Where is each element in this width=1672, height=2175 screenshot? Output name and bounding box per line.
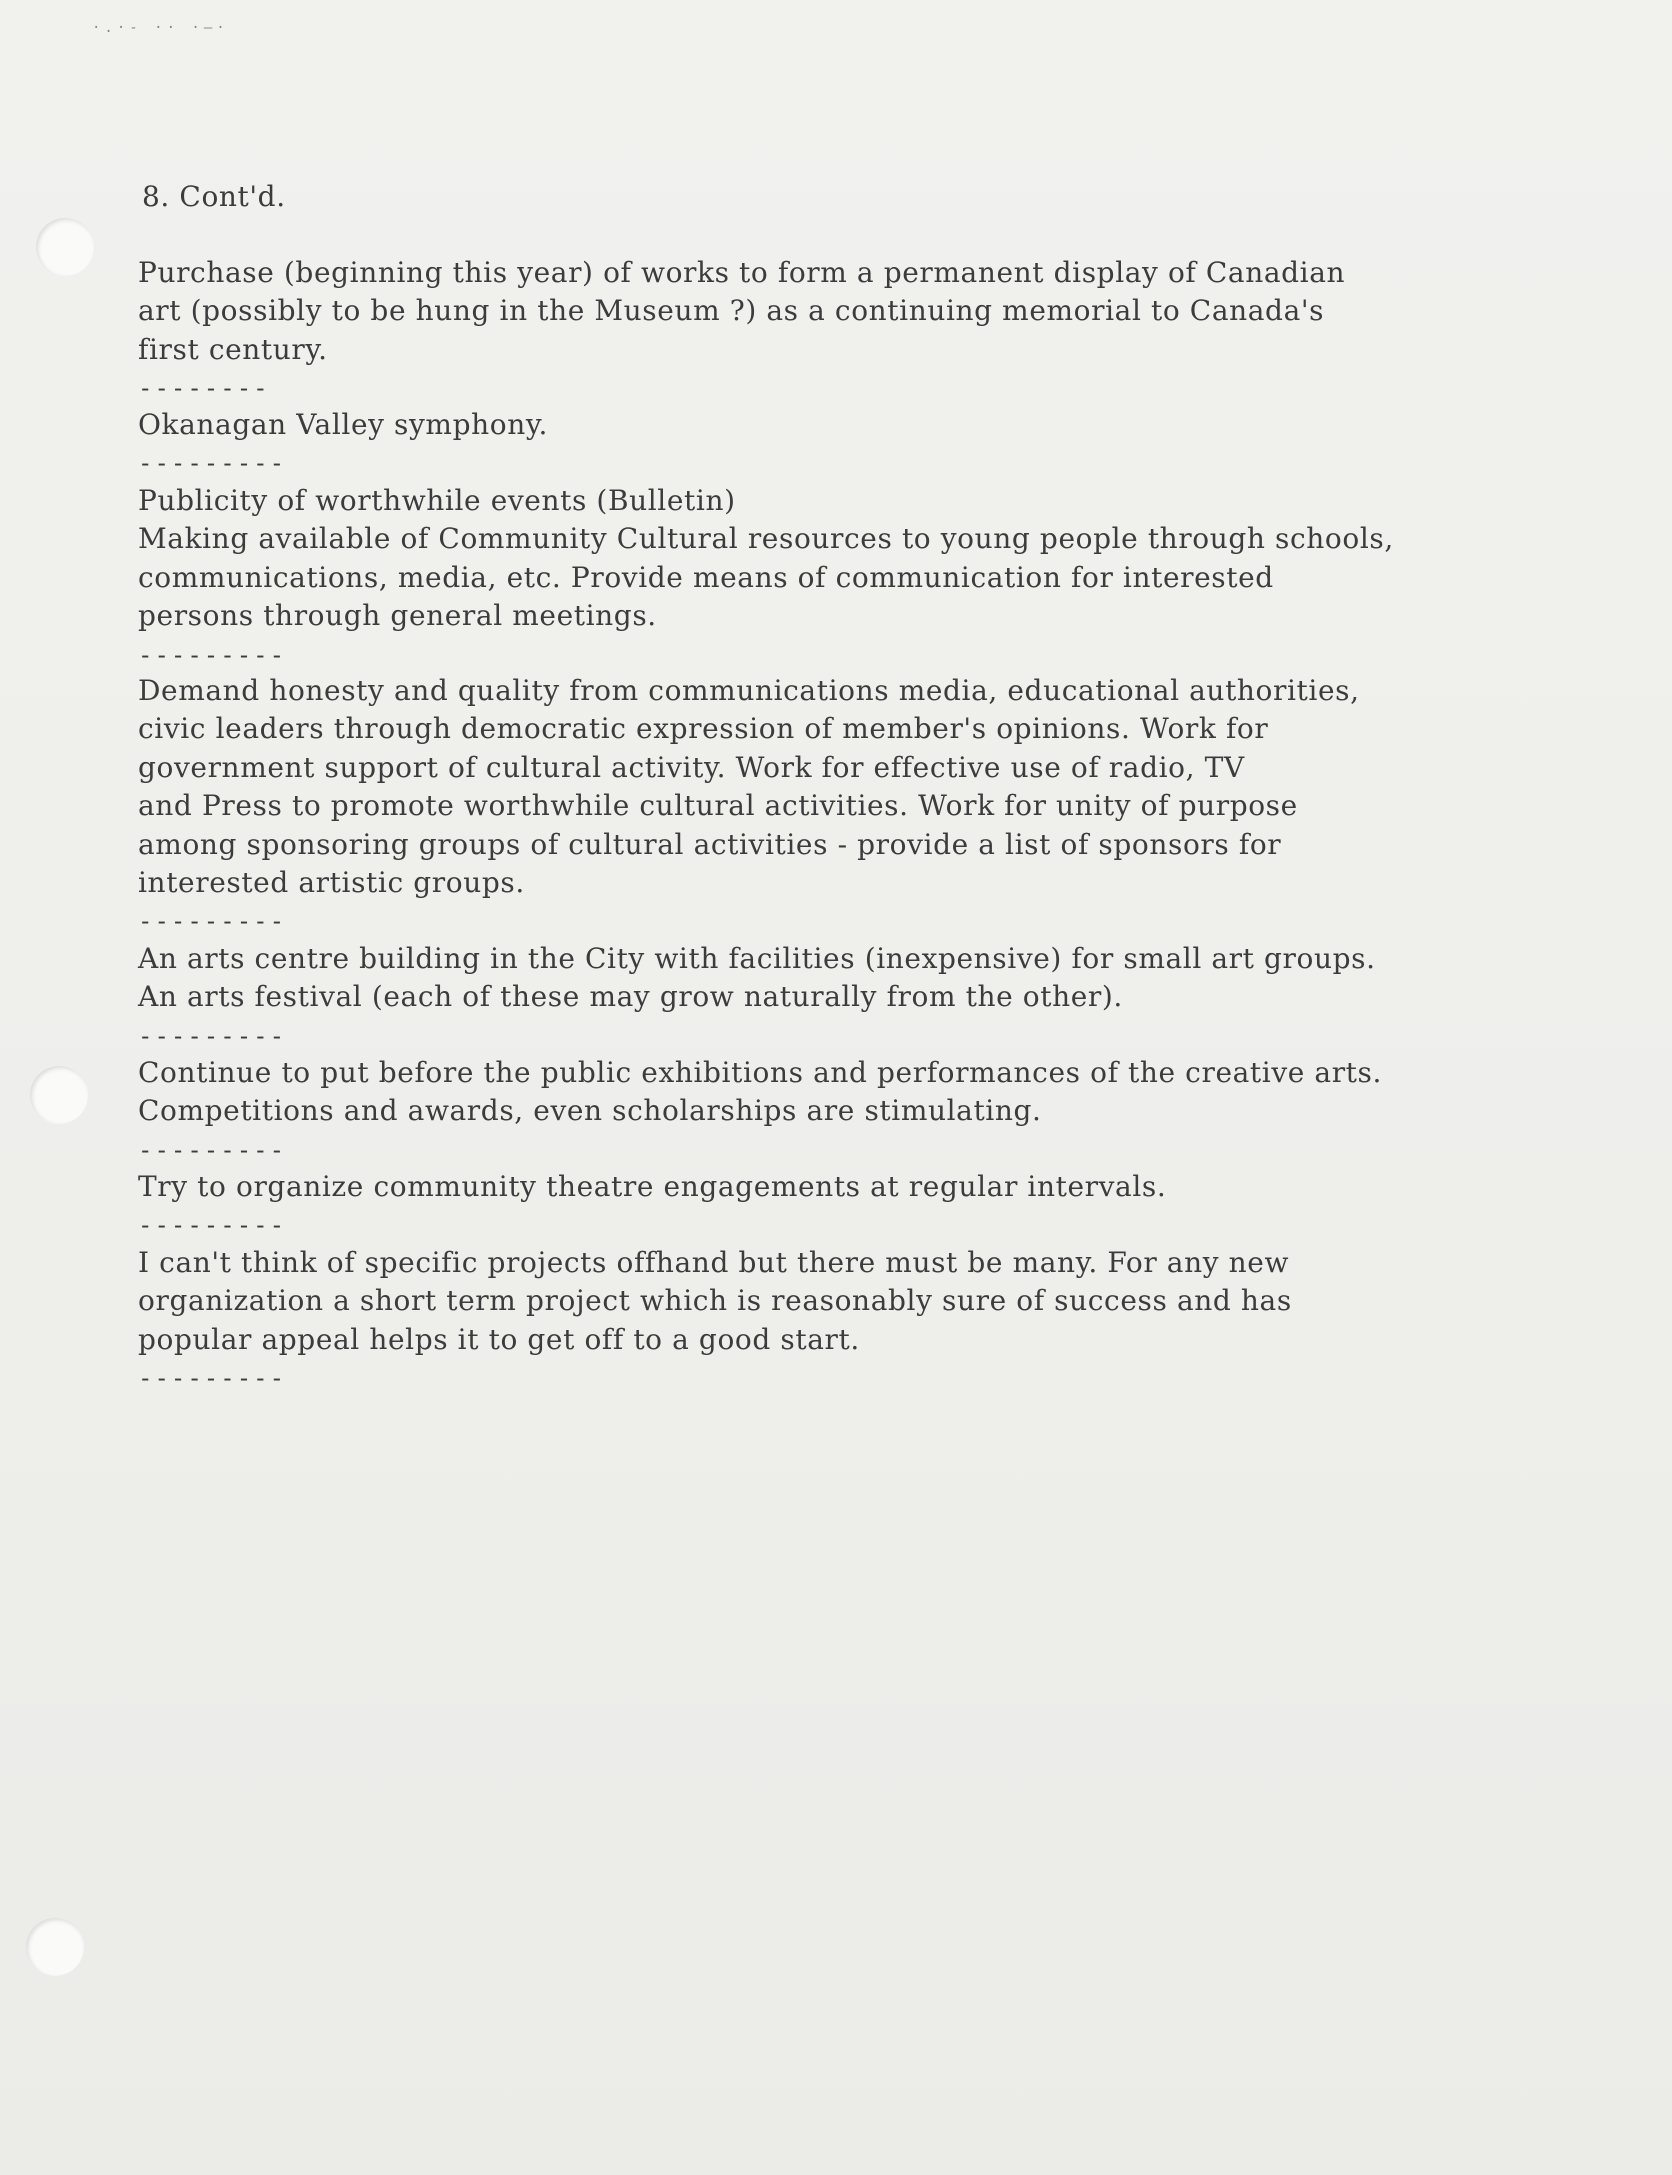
text-line: Competitions and awards, even scholarships are stimulating. [138,1094,1042,1128]
text-line: persons through general meetings. [138,599,657,633]
text-line: Demand honesty and quality from communications media, educational authorities, [138,674,1360,707]
paragraph-arts-centre [138,940,1598,1055]
text-line: Try to organize community theatre engagements at regular intervals. [138,1170,1167,1203]
text-line: Purchase (beginning this year) of works to form a permanent display of Canadian [138,256,1346,289]
text-line: among sponsoring groups of cultural activities - provide a list of sponsors for [138,827,1282,861]
text-line: civic leaders through democratic expression of member's opinions. Work for [138,712,1269,746]
text-line: Continue to put before the public exhibitions and performances of the creative arts. [138,1056,1383,1089]
separator-rule: -------- [138,374,270,403]
text-line: popular appeal helps it to get off to a good start. [138,1322,860,1356]
text-line: organization a short term project which is reasonably sure of success and has [138,1284,1292,1318]
paragraph-symphony [138,406,1598,483]
separator-rule: --------- [138,1135,287,1164]
corner-marks: ·.·- ·· ·—· [92,20,229,36]
separator-rule: --------- [138,1364,287,1393]
separator-rule: --------- [138,1211,287,1240]
separator-rule: --------- [138,449,287,478]
text-line: Okanagan Valley symphony. [138,408,549,441]
text-line: government support of cultural activity. Work for effective use of radio, TV [138,750,1245,784]
separator-rule: --------- [138,1021,287,1050]
paragraph-publicity [138,482,1598,674]
text-line: Making available of Community Cultural resources to young people through schools, [138,522,1394,556]
text-line: I can't think of specific projects offhand but there must be many. For any new [138,1246,1290,1279]
paragraph-purchase [138,254,1598,408]
paragraph-exhibitions [138,1054,1598,1169]
text-line: Publicity of worthwhile events (Bulletin) [138,484,736,517]
punch-hole-bottom [26,1918,84,1976]
text-line: first century. [138,332,328,366]
paragraph-specific-projects [138,1244,1598,1398]
text-line: An arts festival (each of these may grow naturally from the other). [138,980,1123,1014]
text-line: An arts centre building in the City with facilities (inexpensive) for small art groups. [138,942,1376,975]
section-heading: 8. Cont'd. [142,180,286,213]
text-line: and Press to promote worthwhile cultural activities. Work for unity of purpose [138,789,1298,823]
text-line: art (possibly to be hung in the Museum ?) as a continuing memorial to Canada's [138,294,1325,328]
separator-rule: --------- [138,907,287,936]
text-line: communications, media, etc. Provide means of communication for interested [138,560,1274,594]
paragraph-theatre [138,1168,1598,1245]
text-line: interested artistic groups. [138,866,525,900]
paragraph-demand-honesty [138,672,1598,941]
punch-hole-middle [30,1066,88,1124]
separator-rule: --------- [138,640,287,669]
punch-hole-top [36,218,94,276]
